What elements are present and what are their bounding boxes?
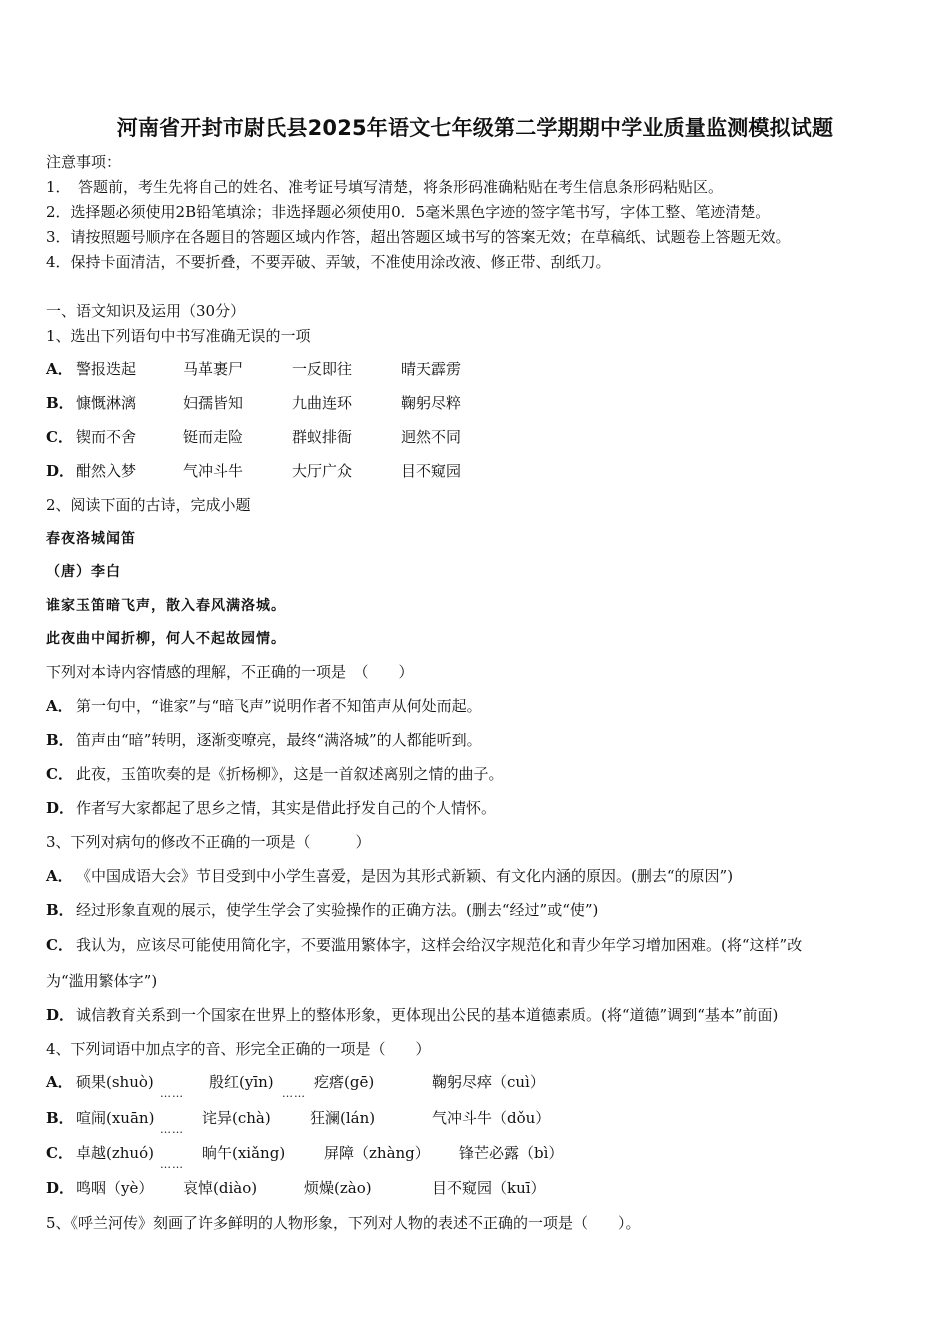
option-word: 目不窥园 (401, 462, 462, 480)
option-text: 此夜，玉笛吹奏的是《折杨柳》，这是一首叙述离别之情的曲子。 (76, 765, 504, 783)
poem-line: 谁家玉笛暗飞声，散入春风满洛城。 (46, 598, 286, 614)
option-label: D． (46, 1179, 75, 1197)
q3-option-d (46, 1005, 778, 1025)
q4-option-c (46, 1143, 564, 1171)
option-word: 诧异(chà) (202, 1109, 271, 1127)
option-word: 九曲连环 (292, 394, 353, 412)
option-label: D． (46, 462, 75, 480)
option-label: A． (46, 867, 73, 885)
q2-option-a (46, 696, 482, 716)
q2-option-c (46, 764, 504, 784)
option-label: A． (46, 360, 73, 378)
q3-option-a (46, 866, 733, 886)
option-word: 狂澜(lán) (310, 1109, 376, 1127)
option-label: B． (46, 394, 74, 412)
option-word: 马革裹尸 (183, 360, 244, 378)
option-word: 喧闹(xuān) (76, 1109, 155, 1127)
option-word: 屏障（zhàng） (324, 1144, 430, 1162)
option-label: A． (46, 1073, 73, 1091)
q1-stem: 1、选出下列语句中书写准确无误的一项 (46, 327, 311, 345)
option-word: 气冲斗牛（dǒu） (432, 1109, 551, 1127)
option-word: 锲而不舍 (76, 428, 137, 446)
q2-stem: 2、阅读下面的古诗，完成小题 (46, 496, 251, 514)
option-label: C． (46, 1144, 73, 1162)
notice-item: 3．请按照题号顺序在各题目的答题区域内作答，超出答题区域书写的答案无效；在草稿纸、试题卷上答题无效。 (46, 228, 791, 246)
option-label: C． (46, 765, 73, 783)
option-text: 我认为，应该尽可能使用简化字，不要滥用繁体字，这样会给汉字规范化和青少年学习增加困难。(将“这样”改 (76, 936, 803, 954)
option-label: B． (46, 731, 74, 749)
option-label: C． (46, 936, 73, 954)
option-word: 晌午(xiǎng) (202, 1144, 286, 1162)
option-text: 为“滥用繁体字”) (46, 972, 158, 990)
option-word: 迥然不同 (401, 428, 462, 446)
notice-item: 4．保持卡面清洁，不要折叠，不要弄破、弄皱，不准使用涂改液、修正带、刮纸刀。 (46, 253, 611, 271)
option-word: 殷红(yīn) (209, 1073, 274, 1091)
option-word: 锋芒必露（bì） (459, 1144, 564, 1162)
q2-option-d (46, 798, 496, 818)
option-word: 群蚁排衙 (292, 428, 353, 446)
poem-author: （唐）李白 (46, 564, 121, 580)
option-text: 诚信教育关系到一个国家在世界上的整体形象，更体现出公民的基本道德素质。(将“道德”调到“基本”前面) (76, 1006, 779, 1024)
option-text: 笛声由“暗”转明，逐渐变嘹亮，最终“满洛城”的人都能听到。 (76, 731, 482, 749)
q3-option-c (46, 935, 802, 955)
q1-option-a (46, 359, 462, 379)
option-word: 疙瘩(gē) (314, 1073, 375, 1091)
q3-stem: 3、下列对病句的修改不正确的一项是（ ） (46, 833, 371, 851)
q4-option-b (46, 1108, 551, 1136)
option-word: 气冲斗牛 (183, 462, 244, 480)
option-text: 经过形象直观的展示，使学生学会了实验操作的正确方法。(删去“经过”或“使”) (76, 901, 599, 919)
notice-heading: 注意事项： (46, 153, 122, 171)
emphasis-dots: …… (160, 1087, 184, 1100)
q1-option-c (46, 427, 462, 447)
option-label: A． (46, 697, 73, 715)
poem-title: 春夜洛城闻笛 (46, 531, 136, 547)
option-text: 第一句中，“谁家”与“暗飞声”说明作者不知笛声从何处而起。 (76, 697, 482, 715)
option-word: 铤而走险 (183, 428, 244, 446)
poem-line: 此夜曲中闻折柳，何人不起故园情。 (46, 631, 286, 647)
option-word: 烦燥(zào) (304, 1179, 372, 1197)
section-heading: 一、语文知识及运用（30分） (46, 302, 246, 320)
emphasis-dots: …… (160, 1123, 184, 1136)
option-word: 慷慨淋漓 (76, 394, 137, 412)
option-word: 晴天霹雳 (401, 360, 462, 378)
q4-option-d (46, 1178, 546, 1198)
emphasis-dots: …… (282, 1087, 306, 1100)
option-label: B． (46, 901, 74, 919)
option-word: 警报迭起 (76, 360, 137, 378)
q3-option-b (46, 900, 598, 920)
option-label: D． (46, 1006, 75, 1024)
option-word: 鸣咽（yè） (76, 1179, 154, 1197)
option-word: 妇孺皆知 (183, 394, 244, 412)
option-word: 硕果(shuò) (76, 1073, 154, 1091)
option-label: D． (46, 799, 75, 817)
q3-option-c-continued (46, 971, 157, 991)
q2-question: 下列对本诗内容情感的理解，不正确的一项是 （ ） (46, 663, 414, 681)
option-label: C． (46, 428, 73, 446)
option-text: 作者写大家都起了思乡之情，其实是借此抒发自己的个人情怀。 (76, 799, 497, 817)
q4-stem: 4、下列词语中加点字的音、形完全正确的一项是（ ） (46, 1040, 431, 1058)
q2-option-b (46, 730, 482, 750)
q5-stem: 5、《呼兰河传》刻画了许多鲜明的人物形象，下列对人物的表述不正确的一项是（ ）。 (46, 1214, 641, 1232)
option-word: 鞠躬尽粹 (401, 394, 462, 412)
q1-option-d (46, 461, 462, 481)
option-word: 鞠躬尽瘁（cuì） (432, 1073, 545, 1091)
q4-option-a (46, 1072, 545, 1100)
option-label: B． (46, 1109, 74, 1127)
notice-item: 1． 答题前，考生先将自己的姓名、准考证号填写清楚，将条形码准确粘贴在考生信息条形码粘贴区。 (46, 178, 724, 196)
emphasis-dots: …… (160, 1158, 184, 1171)
option-word: 目不窥园（kuī） (432, 1179, 546, 1197)
option-word: 酣然入梦 (76, 462, 137, 480)
option-word: 大厅广众 (292, 462, 353, 480)
option-word: 卓越(zhuó) (76, 1144, 154, 1162)
option-word: 一反即往 (292, 360, 353, 378)
option-text: 《中国成语大会》节目受到中小学生喜爱，是因为其形式新颖、有文化内涵的原因。(删去“的原因”) (76, 867, 734, 885)
exam-title: 河南省开封市尉氏县2025年语文七年级第二学期期中学业质量监测模拟试题 (116, 116, 834, 140)
notice-item: 2．选择题必须使用2B铅笔填涂；非选择题必须使用0．5毫米黑色字迹的签字笔书写，字体工整、笔迹清楚。 (46, 203, 771, 221)
option-word: 哀悼(diào) (183, 1179, 258, 1197)
q1-option-b (46, 393, 462, 413)
